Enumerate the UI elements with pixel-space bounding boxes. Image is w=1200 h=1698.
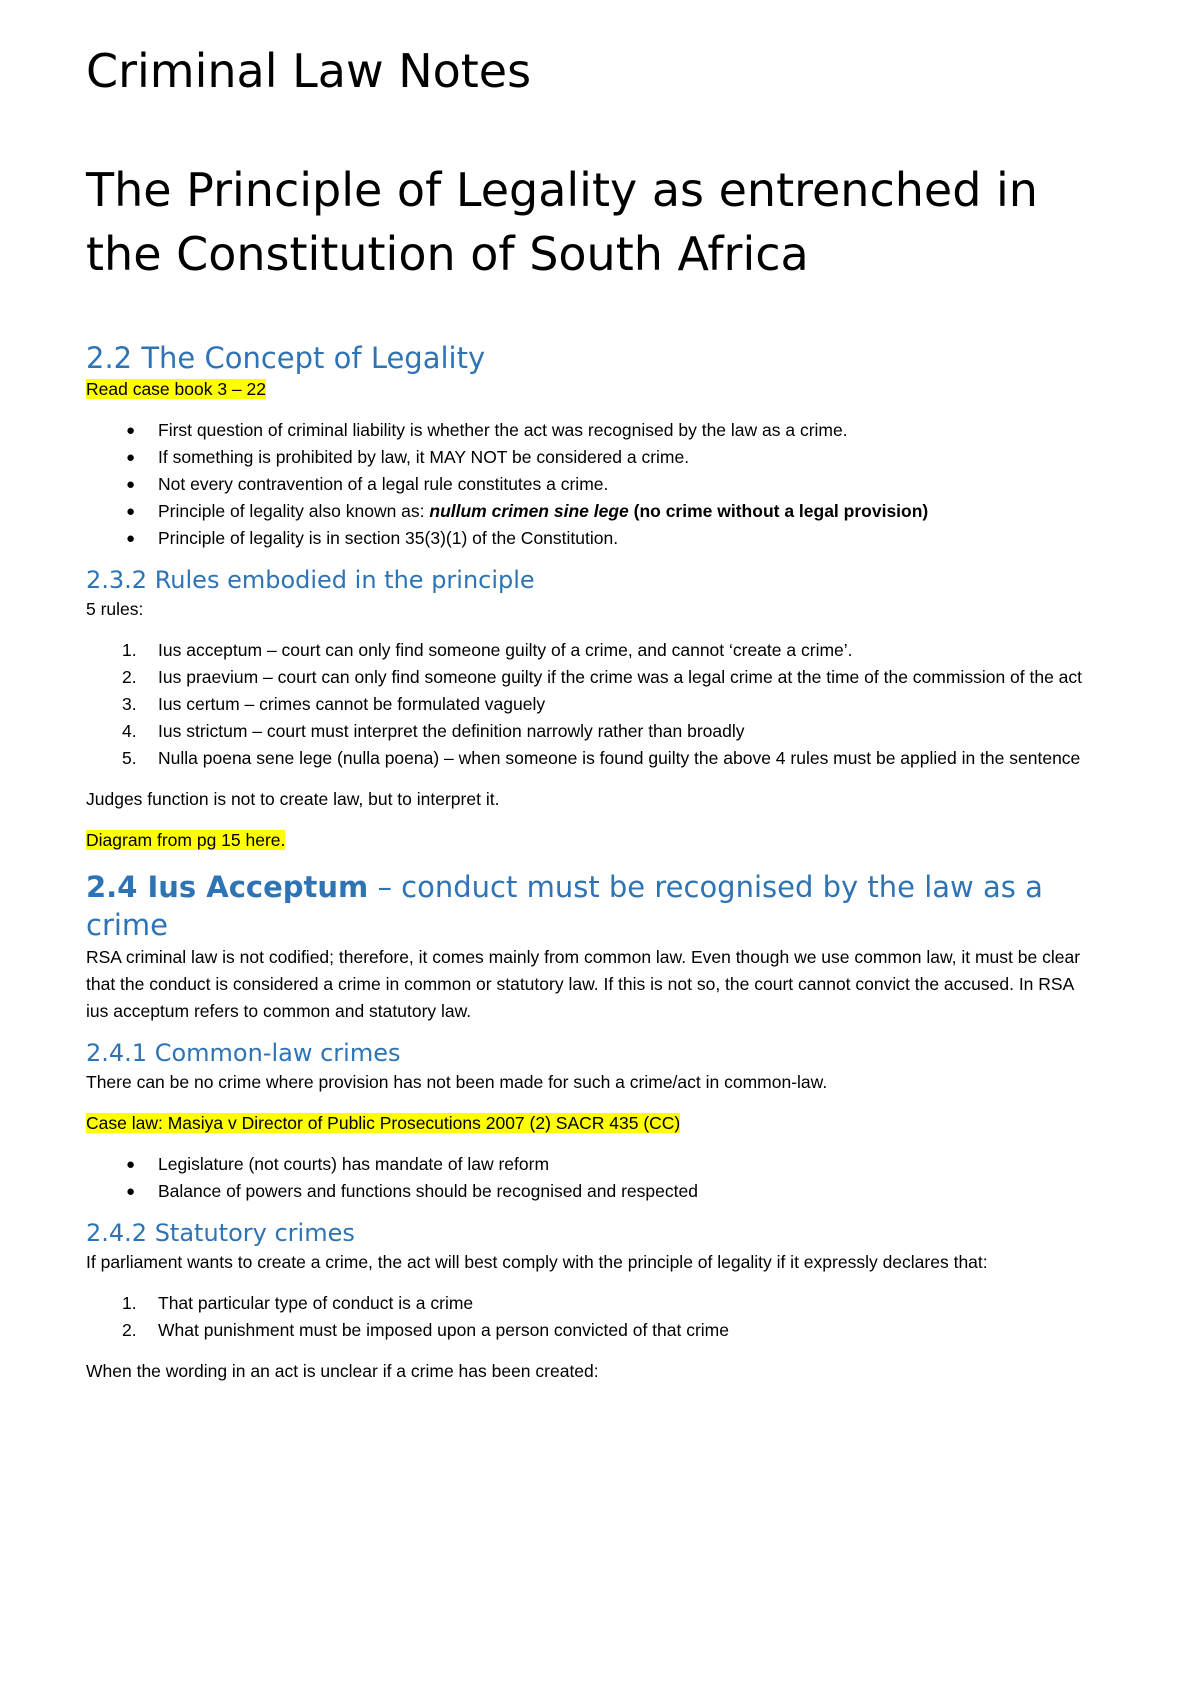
heading-rules-embodied: 2.3.2 Rules embodied in the principle [86,566,535,594]
rules-intro: 5 rules: [86,599,144,619]
list-item-text: Ius praevium – court can only find someone guilty if the crime was a legal crime at the time of the commission of the act [158,667,1083,687]
list-item [122,1290,1100,1317]
heading-common-law-crimes: 2.4.1 Common-law crimes [86,1039,401,1067]
list-item-text: That particular type of conduct is a crime [158,1293,474,1313]
list-item-text: Ius certum – crimes cannot be formulated vaguely [158,694,546,714]
ius-acceptum-paragraph: RSA criminal law is not codified; therefore, it comes mainly from common law. Even though we use common law, it must be clear that the conduct is considered a crime in common or statutory law. If this is not so, the court cannot convict the accused. In RSA ius acceptum refers to common and statutory law. [86,947,1081,1021]
list-item-text: Principle of legality is in section 35(3)(1) of the Constitution. [158,528,619,548]
list-item-text: Nulla poena sene lege (nulla poena) – when someone is found guilty the above 4 rules must be applied in the sentence [158,748,1081,768]
heading-statutory-crimes: 2.4.2 Statutory crimes [86,1219,355,1247]
document-subtitle: The Principle of Legality as entrenched in the Constitution of South Africa [86,163,1038,281]
bullet-icon: ● [126,449,136,466]
common-law-bullet-list [86,1151,1100,1205]
bullet-icon: ● [126,1183,136,1200]
list-item-text: Principle of legality also known as: [158,501,430,521]
list-item [122,664,1100,691]
bullet-icon: ● [126,422,136,439]
rules-list [86,637,1100,772]
list-number: 2. [122,1320,137,1340]
document-title: Criminal Law Notes [86,44,532,98]
heading-ius-acceptum [86,868,1100,944]
list-number: 4. [122,721,137,741]
heading-concept-of-legality: 2.2 The Concept of Legality [86,341,486,375]
latin-term: nullum crimen sine lege [429,501,629,521]
list-number: 2. [122,667,137,687]
list-item [122,745,1100,772]
list-item-text: Ius acceptum – court can only find someone guilty of a crime, and cannot ‘create a crime’. [158,640,853,660]
bullet-icon: ● [126,476,136,493]
list-item-text: Not every contravention of a legal rule constitutes a crime. [158,474,609,494]
list-item-text: Balance of powers and functions should be recognised and respected [158,1181,698,1201]
list-number: 1. [122,1293,137,1313]
highlight-case-law: Case law: Masiya v Director of Public Prosecutions 2007 (2) SACR 435 (CC) [86,1113,681,1133]
list-item [122,718,1100,745]
bullet-icon: ● [126,1156,136,1173]
list-item-text: First question of criminal liability is whether the act was recognised by the law as a crime. [158,420,848,440]
bullet-icon: ● [126,503,136,520]
list-item [122,637,1100,664]
common-law-paragraph: There can be no crime where provision has not been made for such a crime/act in common-law. [86,1072,828,1092]
heading-bold-part: 2.4 Ius Acceptum [86,870,369,904]
statutory-list [86,1290,1100,1344]
list-item [126,1151,1100,1178]
highlight-diagram-note: Diagram from pg 15 here. [86,830,286,850]
latin-translation: (no crime without a legal provision) [628,501,929,521]
list-item [126,471,1100,498]
bullet-icon: ● [126,530,136,547]
list-number: 5. [122,748,137,768]
list-item-text: Ius strictum – court must interpret the definition narrowly rather than broadly [158,721,745,741]
list-item [122,1317,1100,1344]
list-item [126,498,1100,525]
concept-bullet-list [86,417,1100,552]
list-item [126,1178,1100,1205]
list-item-text: Legislature (not courts) has mandate of law reform [158,1154,550,1174]
statutory-closing-text: When the wording in an act is unclear if a crime has been created: [86,1361,599,1381]
list-item [126,444,1100,471]
judges-function-text: Judges function is not to create law, but to interpret it. [86,789,500,809]
list-item [126,417,1100,444]
heading-rest-part: – conduct must be recognised by the law as a crime [86,870,1043,942]
list-item-text: What punishment must be imposed upon a person convicted of that crime [158,1320,729,1340]
list-item [126,525,1100,552]
list-number: 3. [122,694,137,714]
highlight-read-case-book: Read case book 3 – 22 [86,379,266,399]
list-item-text: If something is prohibited by law, it MAY NOT be considered a crime. [158,447,690,467]
statutory-paragraph: If parliament wants to create a crime, the act will best comply with the principle of legality if it expressly declares that: [86,1252,988,1272]
list-item [122,691,1100,718]
list-number: 1. [122,640,137,660]
